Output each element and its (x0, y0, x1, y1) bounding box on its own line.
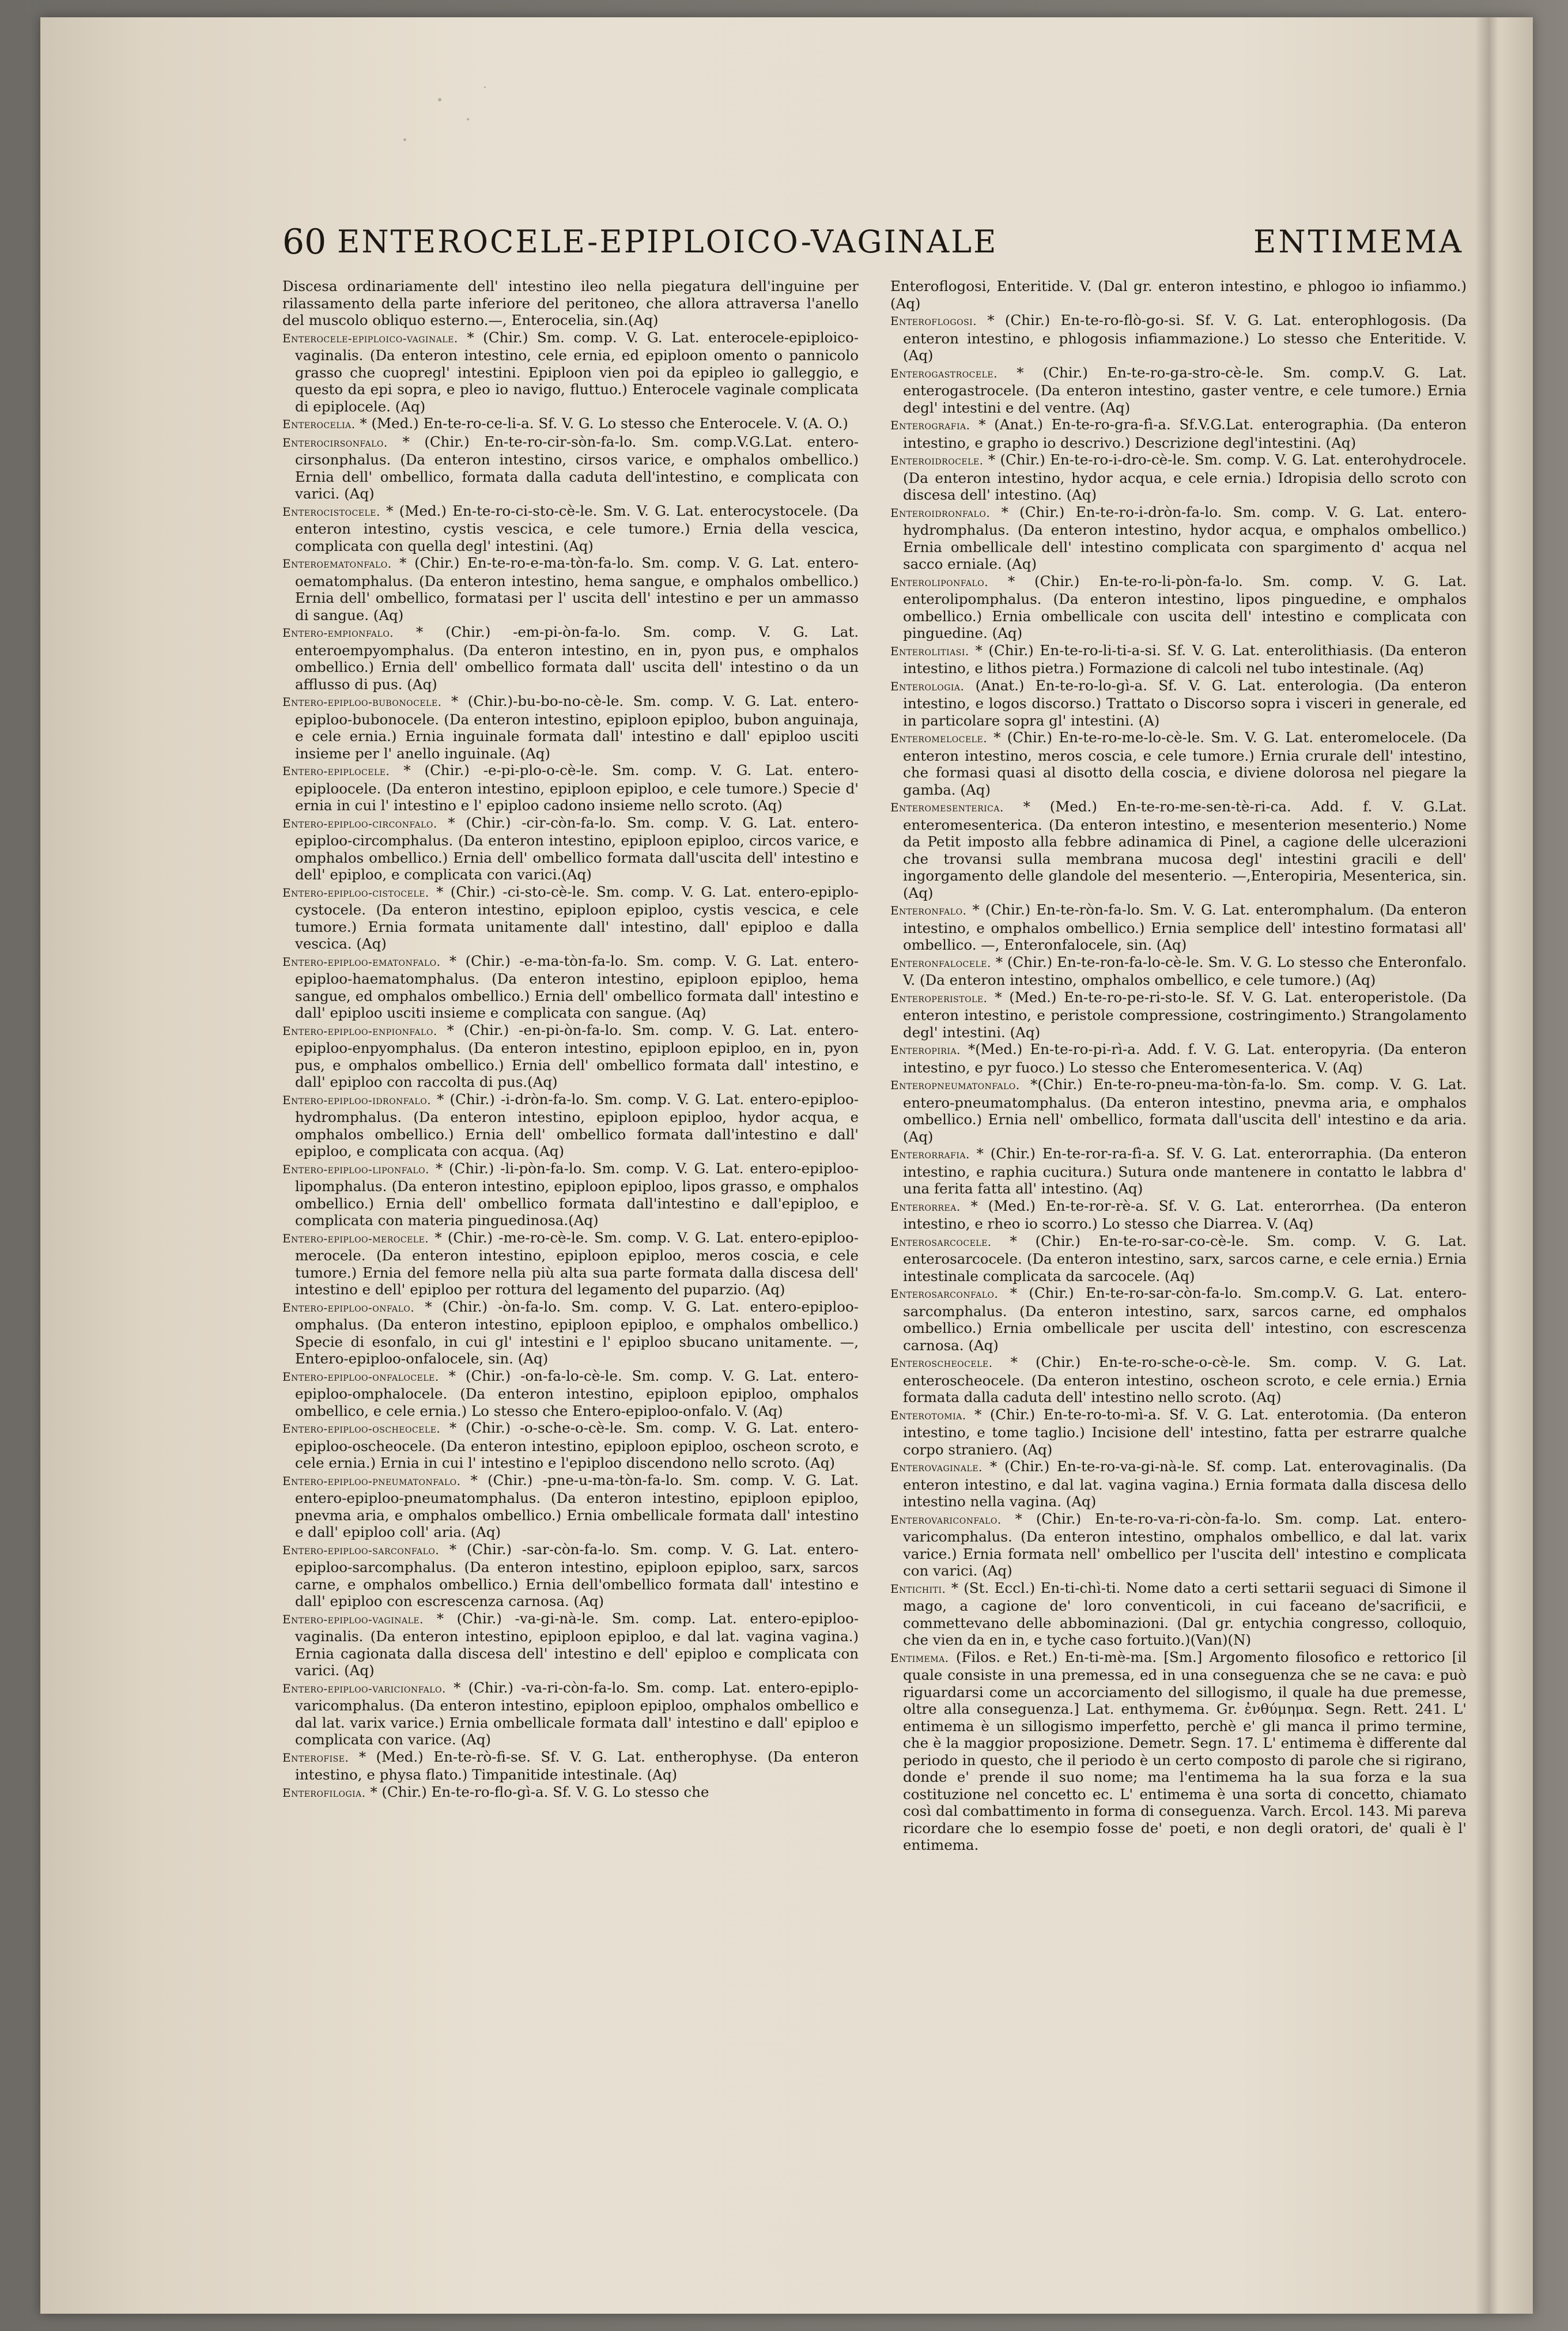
dictionary-entry (890, 1076, 1467, 1145)
entry-text: * (Chir.) -li-pòn-fa-lo. Sm. comp. V. G. Lat. entero-epiploo-lipomphalus. (Da enteron intestino, epiploon epiploo, lipos grasso, e omphalos ombellico.) Ernia dell' ombellico formata dall'intestino e dall'epiploo, e complicata con materia pinguedinosa.(Aq) (295, 1159, 859, 1229)
entry-headword: Enteroidronfalo. (890, 505, 991, 520)
entry-text: * (Chir.) En-te-ror-ra-fì-a. Sf. V. G. Lat. enterorraphia. (Da enteron intestino, e raphia cucitura.) Sutura onde mantenere in contatto le labbra d' una ferita fatta all' intestino. (Aq) (903, 1145, 1467, 1197)
dictionary-entry (282, 1298, 859, 1367)
dictionary-entry (282, 1610, 859, 1679)
entry-headword: Entero-epiploo-varicionfalo. (282, 1681, 446, 1695)
dictionary-entry (282, 1679, 859, 1748)
dictionary-entry (282, 1541, 859, 1610)
dictionary-entry (890, 1649, 1467, 1854)
dictionary-entry (282, 1419, 859, 1472)
entry-text: * (Chir.) En-te-ro-i-dròn-fa-lo. Sm. comp. V. G. Lat. entero-hydromphalus. (Da enteron intestino, hydor acqua, e omphalos ombellico.) Ernia ombellicale dell' intestino complicata con spargimento d' acqua nel sacco erniale. (Aq) (903, 503, 1467, 572)
entry-headword: Enteromesenterica. (890, 800, 1004, 814)
entry-text: (Filos. e Ret.) En-ti-mè-ma. [Sm.] Argomento filosofico e rettorico [il quale consiste in una premessa, ed in una conseguenza che se ne cava: e può riguardarsi come un accorciamento del sillogismo, il quale ha due premesse, oltre alla conseguenza.] Lat. enthymema. Gr. ἐνθύμημα. Segn. Rett. 241. L' entimema è un sillogismo imperfetto, perchè e' gli manca il primo termine, che è la maggior proposizione. Demetr. Segn. 17. L' entimema è differente dal periodo in questo, che il periodo è un certo composto di parole che si rigirano, donde e' prende il suo nome; ma l'entimema ha la sua forza e la sua costituzione nel concetto ec. L' entimema è una sorta di concetto, chiamato così dal combattimento in forma di conseguenza. Varch. Ercol. 143. Mi pareva ricordare che lo esempio fosse de' poeti, e non degli oratori, de' quali è l' entimema. (903, 1648, 1467, 1853)
entry-text: * (Chir.) -pne-u-ma-tòn-fa-lo. Sm. comp. V. G. Lat. entero-epiploo-pneumatomphalus. (Da enteron intestino, epiploon epiploo, pnevma aria, e omphalos ombellico.) Ernia ombellicale formata dall' intestino e dall' epiploo coll' aria. (Aq) (295, 1471, 859, 1540)
dictionary-entry (890, 989, 1467, 1041)
dictionary-entry (890, 798, 1467, 901)
entry-headword: Enterovariconfalo. (890, 1512, 1002, 1527)
entry-headword: Enterolitiasi. (890, 644, 969, 658)
dictionary-entry (890, 416, 1467, 451)
entry-text: * (Chir.) -me-ro-cè-le. Sm. comp. V. G. Lat. entero-epiploo-merocele. (Da enteron intestino, epiploon epiploo, meros coscia, e cele tumore.) Ernia del femore nella più alta sua parte formata dalla discesa dell' intestino e dell' epiploo per rottura del legamento del puparzio. (Aq) (295, 1229, 859, 1298)
dictionary-entry (282, 693, 859, 762)
entry-text: * (Chir.) -ci-sto-cè-le. Sm. comp. V. G. Lat. entero-epiplo-cystocele. (Da enteron intestino, epiploon epiploo, cystis vescica, e cele tumore.) Ernia formata unitamente dall' intestino, dall' epiploo e dalla vescica. (Aq) (295, 883, 859, 952)
entry-headword: Entero-empionfalo. (282, 626, 394, 640)
running-title-left: ENTEROCELE-EPIPLOICO-VAGINALE (337, 224, 998, 260)
dictionary-entry (282, 1091, 859, 1160)
entry-text: * (Med.) En-te-ro-me-sen-tè-ri-ca. Add. f. V. G.Lat. enteromesenterica. (Da enteron intestino, e mesenterion mesenterio.) Nome da Petit imposto alla febbre adinamica di Pinel, a cagione delle ulcerazioni che trovansi sulla membrana mucosa degl' intestini gracili e dell' ingorgamento delle glandole del mesenterio. —,Enteropiria, Mesenterica, sin. (Aq) (903, 798, 1467, 901)
entry-text: * (Med.) En-te-ro-ci-sto-cè-le. Sm. V. G. Lat. enterocystocele. (Da enteron intestino, cystis vescica, e cele tumore.) Ernia della vescica, complicata con quella degl' intestini. (Aq) (295, 502, 859, 554)
entry-headword: Enterorrea. (890, 1199, 961, 1214)
dictionary-entry (282, 554, 859, 624)
entry-text: * (Med.) En-te-ro-pe-ri-sto-le. Sf. V. G. Lat. enteroperistole. (Da enteron intestino, e peristole compressione, costringimento.) Strangolamento degl' intestini. (Aq) (903, 988, 1467, 1041)
entry-headword: Entero-epiploo-enpionfalo. (282, 1023, 437, 1038)
dictionary-entry (890, 1197, 1467, 1233)
left-column (282, 278, 859, 1801)
entry-headword: Enteroscheocele. (890, 1356, 993, 1370)
dictionary-entry (282, 883, 859, 953)
entry-text: *(Chir.) En-te-ro-pneu-ma-tòn-fa-lo. Sm. comp. V. G. Lat. entero-pneumatomphalus. (Da enteron intestino, pnevma aria, e omphalos ombellico.) Ernia nell' ombellico, formata dall'uscita dell' intestino e da aria. (Aq) (903, 1076, 1467, 1145)
right-column (890, 278, 1467, 1854)
dictionary-entry (890, 954, 1467, 989)
entry-headword: Entero-epiploo-onfalocele. (282, 1369, 439, 1384)
dictionary-entry (890, 504, 1467, 573)
entry-text: * (Chir.) En-te-ro-sche-o-cè-le. Sm. comp. V. G. Lat. enteroscheocele. (Da enteron intestino, oscheon scroto, e cele ernia.) Ernia formata dalla caduta dell' intestino nello scroto. (Aq) (903, 1354, 1467, 1406)
entry-text: * (Chir.) En-te-ro-va-gi-nà-le. Sf. comp. Lat. enterovaginalis. (Da enteron intestino, e dal lat. vagina vagina.) Ernia formata dalla discesa dello intestino nella vagina. (Aq) (903, 1458, 1467, 1510)
entry-headword: Enterocele-epiploico-vaginale. (282, 331, 458, 345)
entry-headword: Enteronfalocele. (890, 955, 991, 970)
dictionary-entry (282, 624, 859, 693)
dictionary-entry (282, 814, 859, 883)
page-number: 60 (282, 222, 327, 262)
entry-text: * (St. Eccl.) En-ti-chì-ti. Nome dato a certi settarii seguaci di Simone il mago, a cagione de' loro conventicoli, in cui faceano de'sacrificii, e commettevano delle abbominazioni. (Dal gr. entychia congresso, colloquio, che vien da en in, e tyche caso fortuito.)(Van)(N) (903, 1579, 1467, 1648)
entry-text: * (Chir.) -va-ri-còn-fa-lo. Sm. comp. Lat. entero-epiplo-varicomphalus. (Da enteron intestino, epiploon epiploo, omphalos ombellico e dal lat. varix varice.) Ernia ombellicale formata dall' intestino e dall' epiploo e complicata con varice. (Aq) (295, 1679, 859, 1748)
entry-text: * (Med.) En-te-ro-ce-li-a. Sf. V. G. Lo stesso che Enterocele. V. (A. O.) (360, 415, 848, 432)
dictionary-entry (890, 312, 1467, 364)
entry-headword: Enterosarconfalo. (890, 1287, 999, 1301)
entry-headword: Entichiti. (890, 1581, 946, 1596)
paper-spot (467, 118, 469, 120)
entry-headword: Entero-epiploo-pneumatonfalo. (282, 1474, 461, 1488)
entry-text: Discesa ordinariamente dell' intestino ileo nella piegatura dell'inguine per rilassamento della parte inferiore del peritoneo, che allora attraversa l'anello del muscolo obliquo esterno.—, Enterocelia, sin.(Aq) (282, 278, 859, 328)
dictionary-entry (282, 953, 859, 1022)
entry-headword: Enteroematonfalo. (282, 557, 392, 571)
running-title-right: ENTIMEMA (1253, 224, 1464, 260)
entry-text: * (Chir.) En-te-ro-to-mì-a. Sf. V. G. Lat. enterotomia. (Da enteron intestino, e tome taglio.) Incisione dell' intestino, fatta per estrarre qualche corpo straniero. (Aq) (903, 1406, 1467, 1458)
entry-text: *(Med.) En-te-ro-pi-rì-a. Add. f. V. G. Lat. enteropyria. (Da enteron intestino, e pyr fuoco.) Lo stesso che Enteromesenterica. V. (Aq) (903, 1041, 1467, 1076)
dictionary-entry (282, 762, 859, 814)
entry-text: * (Chir.) -cir-còn-fa-lo. Sm. comp. V. G. Lat. entero-epiploo-circomphalus. (Da enteron intestino, epiploon epiploo, circos varice, e omphalos ombellico.) Ernia dell' ombellico formata dall'uscita dell' intestino e dell' epiploo, e complicata con varici.(Aq) (295, 814, 859, 883)
entry-headword: Enteroliponfalo. (890, 575, 989, 589)
entry-text: * (Chir.) Sm. comp. V. G. Lat. enterocele-epiploico-vaginalis. (Da enteron intestino, cele ernia, ed epiploon omento o pannicolo grasso che cuopregl' intestini. Epiploon vien poi da epipleo io galleggio, e questo da epi sopra, e pleo io navigo, fluttuo.) Enterocele vaginale complicata di epiplocele. (Aq) (295, 328, 859, 415)
entry-text: * (Chir.) En-te-ro-i-dro-cè-le. Sm. comp. V. G. Lat. enterohydrocele. (Da enteron intestino, hydor acqua, e cele ernia.) Idropisia dello scroto con discesa dell' intestino. (Aq) (903, 451, 1467, 503)
dictionary-entry (890, 1510, 1467, 1580)
entry-headword: Enteropneumatonfalo. (890, 1078, 1020, 1092)
dictionary-entry (890, 901, 1467, 954)
dictionary-entry (890, 1145, 1467, 1197)
entry-text: * (Chir.) -en-pi-òn-fa-lo. Sm. comp. V. G. Lat. entero-epiploo-enpyomphalus. (Da enteron intestino, epiploon epiploo, en in, pyon pus, e omphalos ombellico.) Ernia dell' ombellico formata dall' intestino, e dall' epiploo con raccolta di pus.(Aq) (295, 1021, 859, 1090)
page-header (282, 219, 1464, 265)
dictionary-entry (890, 451, 1467, 504)
entry-headword: Enterogastrocele. (890, 366, 998, 380)
paper-spot (484, 86, 486, 88)
entry-headword: Entero-epiploo-onfalo. (282, 1300, 415, 1314)
entry-text: * (Chir.) En-te-ro-me-lo-cè-le. Sm. V. G. Lat. enteromelocele. (Da enteron intestino, meros coscia, e cele tumore.) Ernia crurale dell' intestino, che formasi quasi al disotto della coscia, e diviene dolorosa nel piegare la gamba. (Aq) (903, 729, 1467, 798)
entry-text: * (Chir.) En-te-ro-sar-co-cè-le. Sm. comp. V. G. Lat. enterosarcocele. (Da enteron intestino, sarx, sarcos carne, e cele ernia.) Ernia intestinale complicata da sarcocele. (Aq) (903, 1232, 1467, 1284)
dictionary-entry (890, 278, 1467, 312)
entry-text: * (Chir.) En-te-ro-flò-go-si. Sf. V. G. Lat. enterophlogosis. (Da enteron intestino, e phlogosis infiammazione.) Lo stesso che Enteritide. V. (Aq) (903, 312, 1467, 364)
entry-headword: Enterocistocele. (282, 504, 380, 519)
entry-text: (Anat.) En-te-ro-lo-gì-a. Sf. V. G. Lat. enterologia. (Da enteron intestino, e logos discorso.) Trattato o Discorso sopra i visceri in generale, ed in particolare sopra gl' intestini. (A) (903, 677, 1467, 729)
dictionary-entry (282, 415, 859, 433)
entry-text: * (Chir.) En-te-ro-li-pòn-fa-lo. Sm. comp. V. G. Lat. enterolipomphalus. (Da enteron intestino, lipos pinguedine, e omphalos ombellico.) Ernia ombellicale con uscita dell' intestino e complicata con pinguedine. (Aq) (903, 572, 1467, 641)
entry-headword: Enteropiria. (890, 1043, 961, 1057)
entry-headword: Entero-epiploo-ematonfalo. (282, 954, 441, 969)
entry-headword: Enterotomia. (890, 1408, 966, 1422)
entry-text: * (Chir.) En-te-ro-ga-stro-cè-le. Sm. comp.V. G. Lat. enterogastrocele. (Da enteron intestino, gaster ventre, e cele tumore.) Ernia degl' intestini e del ventre. (Aq) (903, 364, 1467, 416)
entry-headword: Enteroperistole. (890, 991, 988, 1005)
dictionary-entry (890, 642, 1467, 677)
entry-headword: Enterocelia. (282, 417, 356, 431)
entry-headword: Entero-epiploo-cistocele. (282, 885, 429, 900)
dictionary-entry (282, 1022, 859, 1091)
entry-text: Enteroflogosi, Enteritide. V. (Dal gr. enteron intestino, e phlogoo io infiammo.) (Aq) (890, 278, 1467, 312)
entry-text: * (Chir.) -on-fa-lo-cè-le. Sm. comp. V. G. Lat. entero-epiploo-omphalocele. (Da enteron intestino, epiploon epiploo, omphalos ombellico, e cele ernia.) Lo stesso che Entero-epiploo-onfalo. V. (Aq) (295, 1367, 859, 1419)
entry-headword: Entero-epiplocele. (282, 764, 390, 778)
entry-headword: Enterorrafia. (890, 1147, 970, 1161)
entry-headword: Enterovaginale. (890, 1460, 983, 1474)
entry-headword: Entero-epiploo-idronfalo. (282, 1093, 432, 1107)
dictionary-entry (282, 1160, 859, 1229)
entry-text: * (Chir.) En-te-ròn-fa-lo. Sm. V. G. Lat. enteromphalum. (Da enteron intestino, e omphalos ombellico.) Ernia semplice dell' intestino formatasi all' ombellico. —, Enteronfalocele, sin. (Aq) (903, 901, 1467, 953)
entry-headword: Enterografia. (890, 418, 970, 432)
dictionary-entry (890, 1284, 1467, 1354)
dictionary-entry (282, 503, 859, 555)
entry-headword: Enteronfalo. (890, 904, 967, 917)
dictionary-entry (890, 1233, 1467, 1285)
entry-headword: Entero-epiploo-sarconfalo. (282, 1543, 440, 1557)
dictionary-entry (890, 1458, 1467, 1510)
entry-text: * (Chir.) En-te-ro-li-ti-a-si. Sf. V. G. Lat. enterolithiasis. (Da enteron intestino, e lithos pietra.) Formazione di calcoli nel tubo intestinale. (Aq) (903, 641, 1467, 677)
dictionary-entry (282, 1367, 859, 1420)
dictionary-entry (890, 1041, 1467, 1076)
entry-headword: Entero-epiploo-vaginale. (282, 1612, 424, 1626)
dictionary-entry (282, 278, 859, 329)
entry-text: * (Chir.) En-te-ro-e-ma-tòn-fa-lo. Sm. comp. V. G. Lat. entero-oematomphalus. (Da enteron intestino, hema sangue, e omphalos ombellico.) Ernia dell' ombellico, formatasi per l' uscita dell' intestino e per un ammasso di sangue. (Aq) (295, 554, 859, 624)
entry-text: * (Chir.) En-te-ro-cir-sòn-fa-lo. Sm. comp.V.G.Lat. entero-cirsonphalus. (Da enteron intestino, cirsos varice, e omphalos ombellico.) Ernia dell' ombellico, formata dalla caduta dell'intestino, e complicata con varici. (Aq) (295, 433, 859, 502)
entry-headword: Enteroidrocele. (890, 454, 984, 467)
entry-text: * (Chir.) -va-gi-nà-le. Sm. comp. Lat. entero-epiploo-vaginalis. (Da enteron intestino, epiploon epiploo, e dal lat. vagina vagina.) Ernia cagionata dalla discesa dell' intestino e dell' epiploo e complicata con varici. (Aq) (295, 1610, 859, 1679)
dictionary-entry (282, 329, 859, 415)
entry-text: * (Chir.) -sar-còn-fa-lo. Sm. comp. V. G. Lat. entero-epiploo-sarcomphalus. (Da enteron intestino, epiploon epiploo, sarx, sarcos carne, e omphalos ombellico.) Ernia dell'ombellico formata dall' intestino e dall' epiploo con escrescenza carnosa. (Aq) (295, 1540, 859, 1610)
dictionary-entry (890, 677, 1467, 730)
dictionary-entry (282, 433, 859, 503)
entry-text: * (Chir.) -òn-fa-lo. Sm. comp. V. G. Lat. entero-epiploo-omphalus. (Da enteron intestino, epiploon epiploo, e omphalos ombellico.) Specie di esonfalo, in cui gl' intestini e l' epiploo sbucano unitamente. —, Entero-epiploo-onfalocele, sin. (Aq) (295, 1298, 859, 1367)
entry-headword: Entero-epiploo-circonfalo. (282, 816, 437, 830)
entry-text: * (Chir.) -em-pi-òn-fa-lo. Sm. comp. V. G. Lat. enteroempyomphalus. (Da enteron intestino, en in, pyon pus, e omphalos ombellico.) Ernia dell' ombellico formata dall' uscita dell' intestino o da un afflusso di pus. (Aq) (295, 624, 859, 693)
dictionary-entry (890, 364, 1467, 417)
dictionary-entry (890, 573, 1467, 642)
entry-headword: Enterofise. (282, 1750, 349, 1765)
entry-headword: Enterologia. (890, 679, 965, 693)
page-gutter-shadow (1475, 17, 1498, 2314)
entry-text: * (Med.) En-te-ror-rè-a. Sf. V. G. Lat. enterorrhea. (Da enteron intestino, e rheo io scorro.) Lo stesso che Diarrea. V. (Aq) (903, 1197, 1467, 1232)
dictionary-entry (282, 1784, 859, 1802)
entry-text: * (Chir.) En-te-ro-flo-gì-a. Sf. V. G. Lo stesso che (370, 1783, 709, 1800)
entry-headword: Enterocirsonfalo. (282, 435, 388, 449)
entry-text: * (Chir.) En-te-ro-sar-còn-fa-lo. Sm.comp.V. G. Lat. entero-sarcomphalus. (Da enteron intestino, sarx, sarcos carne, ed omphalos ombellico.) Ernia ombellicale per uscita dell' intestino, con escrescenza carnosa. (Aq) (903, 1284, 1467, 1354)
entry-headword: Enteroflogosi. (890, 314, 977, 328)
entry-text: * (Chir.) En-te-ro-va-ri-còn-fa-lo. Sm. comp. Lat. entero-varicomphalus. (Da enteron intestino, omphalos ombellico, e dal lat. varix varice.) Ernia formata nell' ombellico per l'uscita dell' intestino e complicata con varici. (Aq) (903, 1510, 1467, 1579)
dictionary-entry (890, 1580, 1467, 1649)
entry-text: * (Chir.) -i-dròn-fa-lo. Sm. comp. V. G. Lat. entero-epiploo-hydromphalus. (Da enteron intestino, epiploon epiploo, hydor acqua, e omphalos ombellico.) Ernia dell' ombellico formata dall'intestino e dall' epiploo, e complicata con acqua. (Aq) (295, 1090, 859, 1159)
entry-headword: Entero-epiploo-liponfalo. (282, 1162, 429, 1176)
entry-headword: Enterofilogia. (282, 1785, 366, 1800)
entry-headword: Entero-epiploo-oscheocele. (282, 1422, 441, 1435)
entry-headword: Enteromelocele. (890, 731, 988, 745)
entry-headword: Entero-epiploo-merocele. (282, 1231, 429, 1245)
entry-text: * (Chir.) -e-pi-plo-o-cè-le. Sm. comp. V. G. Lat. entero-epiploocele. (Da enteron intestino, epiploon epiploo, e cele tumore.) Specie d' ernia in cui l' intestino e l' epiploo cadono insieme nello scroto. (Aq) (295, 762, 859, 814)
dictionary-entry (890, 729, 1467, 798)
dictionary-entry (890, 1406, 1467, 1459)
entry-text: * (Chir.)-bu-bo-no-cè-le. Sm. comp. V. G. Lat. entero-epiploo-bubonocele. (Da enteron intestino, epiploon epiploo, bubon anguinaja, e cele ernia.) Ernia inguinale formata dall' intestino e dall' epiploo usciti insieme per l' anello inguinale. (Aq) (295, 693, 859, 762)
entry-headword: Enterosarcocele. (890, 1234, 992, 1249)
entry-text: * (Chir.) -o-sche-o-cè-le. Sm. comp. V. G. Lat. entero-epiploo-oscheocele. (Da enteron intestino, epiploon epiploo, oscheon scroto, e cele ernia.) Ernia in cui l' intestino e l'epiploo discendono nello scroto. (Aq) (295, 1419, 859, 1471)
entry-text: * (Chir.) En-te-ron-fa-lo-cè-le. Sm. V. G. Lo stesso che Enteronfalo. V. (Da enteron intestino, omphalos ombellico, e cele tumore.) (Aq) (903, 953, 1467, 988)
entry-text: * (Anat.) En-te-ro-gra-fì-a. Sf.V.G.Lat. enterographia. (Da enteron intestino, e grapho io descrivo.) Descrizione degl'intestini. (Aq) (903, 416, 1467, 451)
entry-text: * (Chir.) -e-ma-tòn-fa-lo. Sm. comp. V. G. Lat. entero-epiploo-haematomphalus. (Da enteron intestino, epiploon epiploo, hema sangue, ed omphalos ombellico.) Ernia dell' ombellico formata dall' intestino e dall' epiploo usciti insieme e complicata con sangue. (Aq) (295, 952, 859, 1021)
entry-headword: Entero-epiploo-bubonocele. (282, 695, 442, 709)
entry-text: * (Med.) En-te-rò-fi-se. Sf. V. G. Lat. entherophyse. (Da enteron intestino, e physa flato.) Timpanitide intestinale. (Aq) (295, 1748, 859, 1783)
paper-spot (438, 98, 441, 101)
paper-spot (403, 138, 406, 141)
dictionary-entry (282, 1472, 859, 1541)
entry-headword: Entimema. (890, 1650, 949, 1665)
dictionary-entry (282, 1229, 859, 1298)
dictionary-entry (890, 1354, 1467, 1406)
dictionary-entry (282, 1748, 859, 1784)
